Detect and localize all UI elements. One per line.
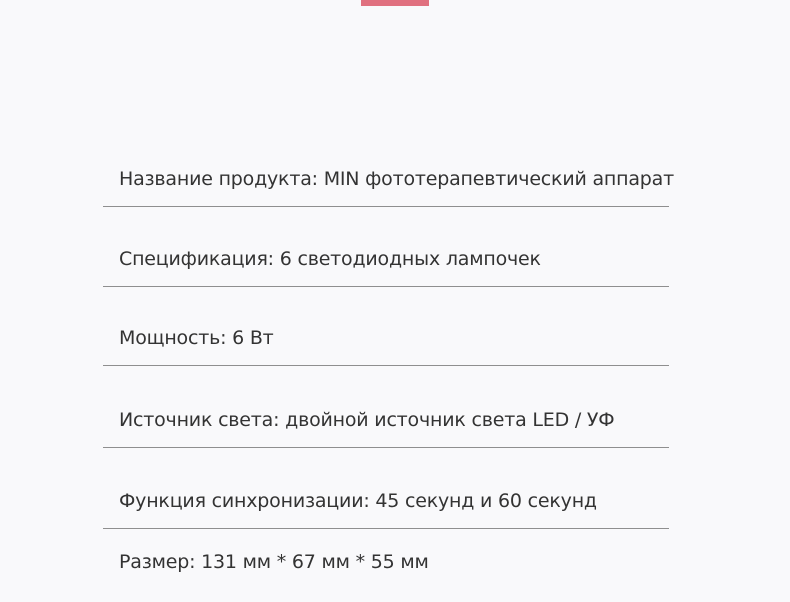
spec-row-product-name xyxy=(103,127,674,207)
spec-row-size xyxy=(103,510,669,590)
spec-specification: Спецификация: 6 светодиодных лампочек xyxy=(119,248,541,270)
spec-row-specification xyxy=(103,207,669,287)
spec-timer: Функция синхронизации: 45 секунд и 60 секунд xyxy=(119,490,597,512)
spec-size: Размер: 131 мм * 67 мм * 55 мм xyxy=(119,551,429,573)
accent-bar xyxy=(361,0,429,6)
spec-row-power xyxy=(103,286,669,366)
spec-power: Мощность: 6 Вт xyxy=(119,327,274,349)
divider xyxy=(103,447,669,448)
spec-light-source: Источник света: двойной источник света LED / УФ xyxy=(119,409,615,431)
spec-product-name: Название продукта: MIN фототерапевтический аппарат xyxy=(119,168,674,190)
divider xyxy=(103,365,669,366)
spec-row-light-source xyxy=(103,368,669,448)
